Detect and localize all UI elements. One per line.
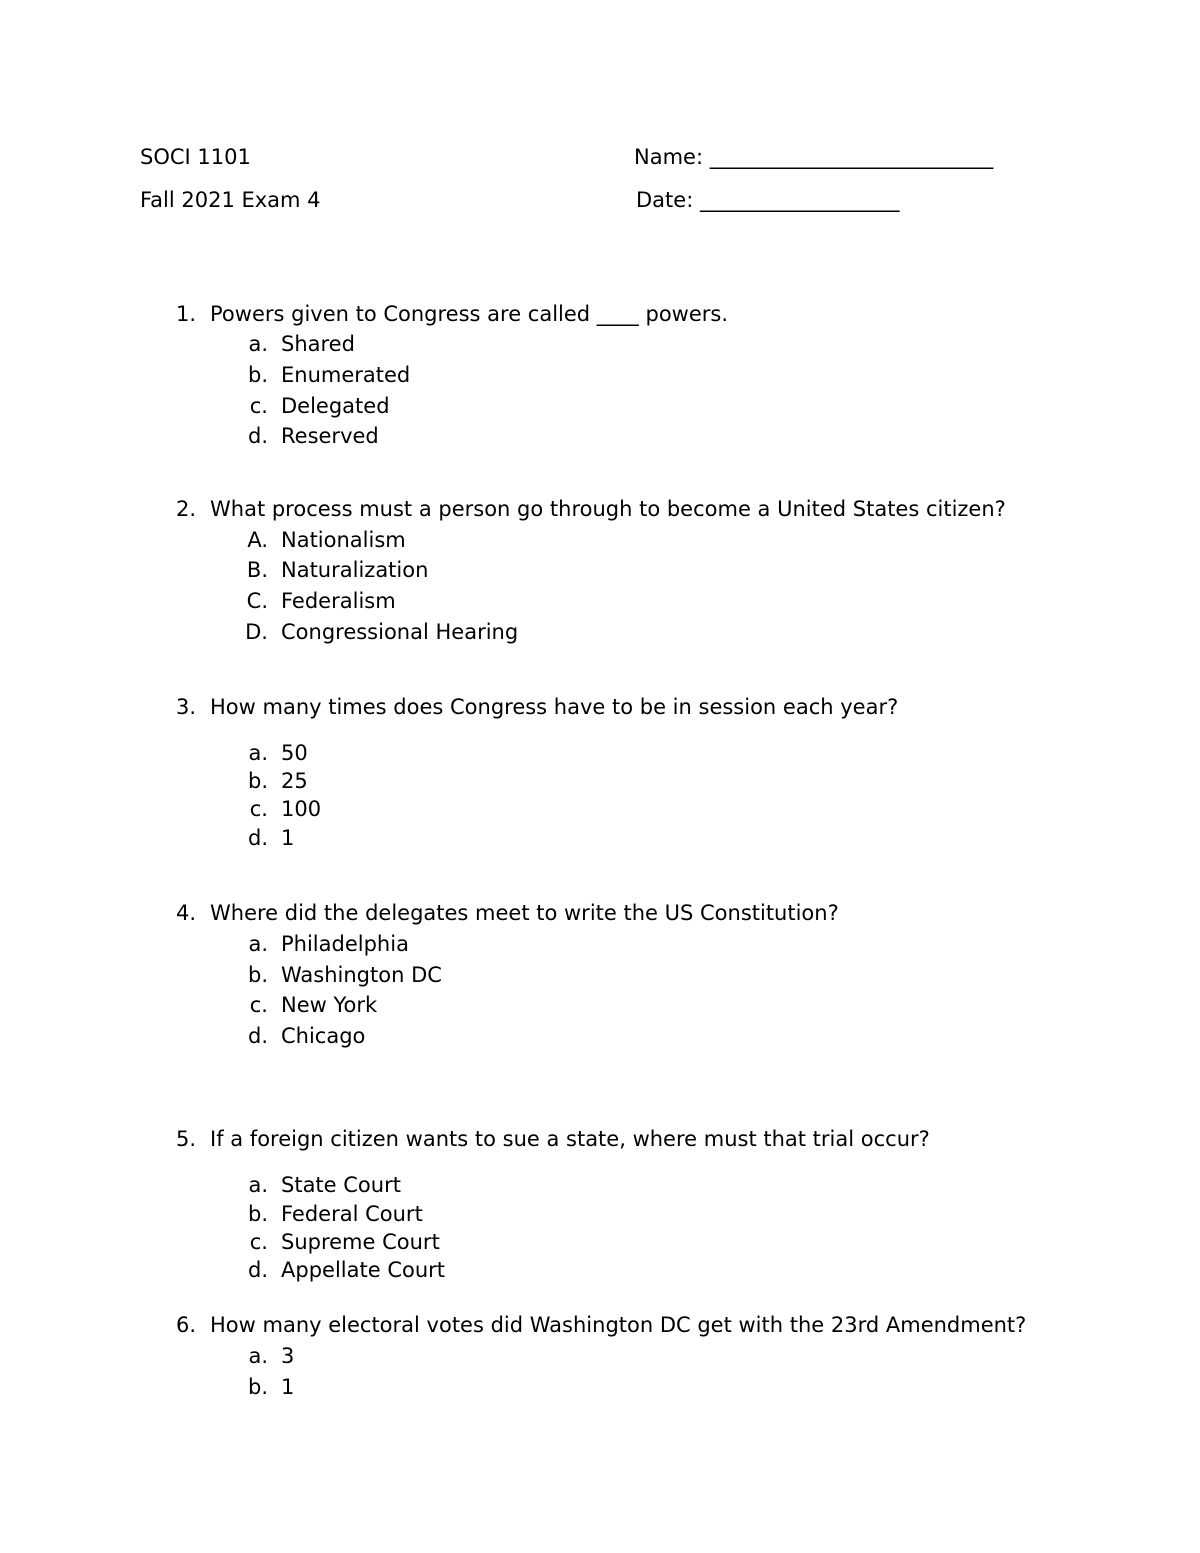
question-text: If a foreign citizen wants to sue a state, where must that trial occur?	[210, 1127, 930, 1151]
option-text: 3	[281, 1344, 295, 1368]
option-text: Appellate Court	[281, 1258, 446, 1282]
option-letter: d.	[247, 424, 268, 448]
option-text: Enumerated	[281, 363, 411, 387]
option-letter: a.	[248, 1173, 268, 1197]
question-text: How many electoral votes did Washington DC get with the 23rd Amendment?	[210, 1313, 1027, 1337]
option-text: 50	[281, 741, 308, 765]
question-number: 6.	[175, 1313, 196, 1337]
option-text: Shared	[281, 332, 355, 356]
option-letter: C.	[246, 589, 268, 613]
option-letter: c.	[249, 394, 268, 418]
option-text: Delegated	[281, 394, 390, 418]
option-text: Congressional Hearing	[281, 620, 519, 644]
option-letter: b.	[247, 769, 268, 793]
option-text: Naturalization	[281, 558, 429, 582]
option-letter: D.	[245, 620, 268, 644]
question-number: 3.	[175, 695, 196, 719]
option-text: Nationalism	[281, 528, 406, 552]
option-letter: b.	[247, 963, 268, 987]
option-text: Federal Court	[281, 1202, 423, 1226]
option-text: 100	[281, 797, 322, 821]
option-text: Washington DC	[281, 963, 442, 987]
question-number: 1.	[175, 302, 196, 326]
question-text: What process must a person go through to become a United States citizen?	[210, 497, 1006, 521]
option-letter: a.	[248, 741, 268, 765]
option-text: Philadelphia	[281, 932, 409, 956]
exam-title: Fall 2021 Exam 4	[140, 188, 321, 212]
question-text: Where did the delegates meet to write the US Constitution?	[210, 901, 839, 925]
question-text: How many times does Congress have to be in session each year?	[210, 695, 899, 719]
option-text: Chicago	[281, 1024, 366, 1048]
option-letter: A.	[247, 528, 268, 552]
option-text: State Court	[281, 1173, 401, 1197]
option-letter: a.	[248, 1344, 268, 1368]
course-code: SOCI 1101	[140, 145, 251, 169]
question-number: 2.	[175, 497, 196, 521]
option-letter: b.	[247, 1202, 268, 1226]
option-text: New York	[281, 993, 378, 1017]
option-letter: a.	[248, 332, 268, 356]
option-letter: b.	[247, 363, 268, 387]
date-field: Date: ___________________	[636, 188, 900, 212]
option-letter: c.	[249, 797, 268, 821]
option-text: 25	[281, 769, 308, 793]
option-letter: b.	[247, 1375, 268, 1399]
option-text: 1	[281, 1375, 295, 1399]
option-letter: c.	[249, 993, 268, 1017]
question-text: Powers given to Congress are called ____ powers.	[210, 302, 729, 326]
option-letter: B.	[246, 558, 268, 582]
name-field: Name: ___________________________	[634, 145, 994, 169]
option-letter: c.	[249, 1230, 268, 1254]
question-number: 5.	[175, 1127, 196, 1151]
option-letter: d.	[247, 826, 268, 850]
option-text: Supreme Court	[281, 1230, 440, 1254]
question-number: 4.	[175, 901, 196, 925]
option-letter: d.	[247, 1258, 268, 1282]
option-letter: a.	[248, 932, 268, 956]
option-text: Federalism	[281, 589, 396, 613]
option-text: Reserved	[281, 424, 379, 448]
option-text: 1	[281, 826, 295, 850]
option-letter: d.	[247, 1024, 268, 1048]
